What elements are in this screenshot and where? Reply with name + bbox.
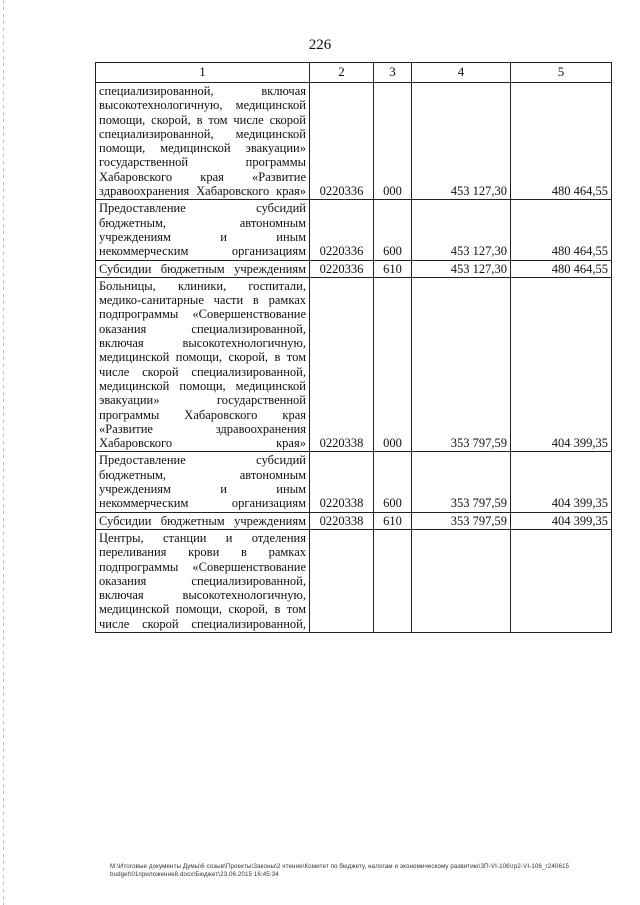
table-row [96, 512, 612, 529]
table-row [96, 83, 612, 200]
page-number: 226 [308, 37, 332, 53]
row-amount-1-cell: 453 127,30 [412, 200, 511, 260]
row-code-cell: 0220336 [310, 260, 374, 277]
budget-table [95, 62, 612, 633]
row-name-cell: Субсидии бюджетным учреждениям [96, 512, 310, 529]
row-amount-1-cell: 453 127,30 [412, 83, 511, 200]
row-type-cell: 610 [374, 512, 412, 529]
row-amount-2-cell: 480 464,55 [511, 83, 612, 200]
row-amount-2-cell: 404 399,35 [511, 452, 612, 512]
row-name-cell: Субсидии бюджетным учреждениям [96, 260, 310, 277]
scan-edge-line [3, 0, 4, 905]
row-type-cell [374, 529, 412, 632]
row-amount-2-cell: 404 399,35 [511, 277, 612, 452]
table-row [96, 529, 612, 632]
table-row [96, 452, 612, 512]
row-amount-1-cell: 353 797,59 [412, 452, 511, 512]
row-name-cell: Предоставление субсидий бюджетным, автономным учреждениям и иным некоммерческим организациям [96, 200, 310, 260]
row-code-cell: 0220338 [310, 512, 374, 529]
row-code-cell: 0220338 [310, 277, 374, 452]
row-amount-1-cell: 353 797,59 [412, 277, 511, 452]
table-row [96, 277, 612, 452]
table-row [96, 260, 612, 277]
column-header-name: 1 [96, 63, 310, 83]
row-type-cell: 000 [374, 83, 412, 200]
document-path-footer: M:\Итоговые документы Думы\6 созыв\Проекты\Законы\2 чтение\Комитет по бюджету, налогам и экономическому развитию\ЗП-VI-106\гр2-VI-106_г240615 budget\01приложение8.docx\Бюджет\23.06.2015 16:45:34 [110, 863, 570, 878]
row-code-cell: 0220336 [310, 200, 374, 260]
row-amount-1-cell [412, 529, 511, 632]
row-amount-2-cell: 480 464,55 [511, 260, 612, 277]
row-type-cell: 600 [374, 200, 412, 260]
column-header-type: 3 [374, 63, 412, 83]
column-header-code: 2 [310, 63, 374, 83]
row-amount-2-cell: 404 399,35 [511, 512, 612, 529]
row-code-cell: 0220338 [310, 452, 374, 512]
row-type-cell: 600 [374, 452, 412, 512]
row-amount-1-cell: 353 797,59 [412, 512, 511, 529]
row-type-cell: 000 [374, 277, 412, 452]
row-code-cell [310, 529, 374, 632]
row-amount-2-cell [511, 529, 612, 632]
column-header-amount-2: 5 [511, 63, 612, 83]
column-header-amount-1: 4 [412, 63, 511, 83]
row-amount-1-cell: 453 127,30 [412, 260, 511, 277]
row-name-cell: Предоставление субсидий бюджетным, автономным учреждениям и иным некоммерческим организациям [96, 452, 310, 512]
table-header-row [96, 63, 612, 83]
table-row [96, 200, 612, 260]
row-type-cell: 610 [374, 260, 412, 277]
row-code-cell: 0220336 [310, 83, 374, 200]
row-name-cell: Центры, станции и отделения переливания крови в рамках подпрограммы «Совершенствование оказания специализированной, включая высокотехнологичную, медицинской помощи, скорой, в том числе скорой специализированной, [96, 529, 310, 632]
row-name-cell: Больницы, клиники, госпитали, медико-санитарные части в рамках подпрограммы «Совершенствование оказания специализированной, включая высокотехнологичную, медицинской помощи, скорой, в том числе скорой специализированной, медицинской помощи, медицинской эвакуации» государственной программы Хабаровского края «Развитие здравоохранения Хабаровского края» [96, 277, 310, 452]
row-name-cell: специализированной, включая высокотехнологичную, медицинской помощи, скорой, в том числе скорой специализированной, медицинской помощи, медицинской эвакуации» государственной программы Хабаровского края «Развитие здравоохранения Хабаровского края» [96, 83, 310, 200]
row-amount-2-cell: 480 464,55 [511, 200, 612, 260]
